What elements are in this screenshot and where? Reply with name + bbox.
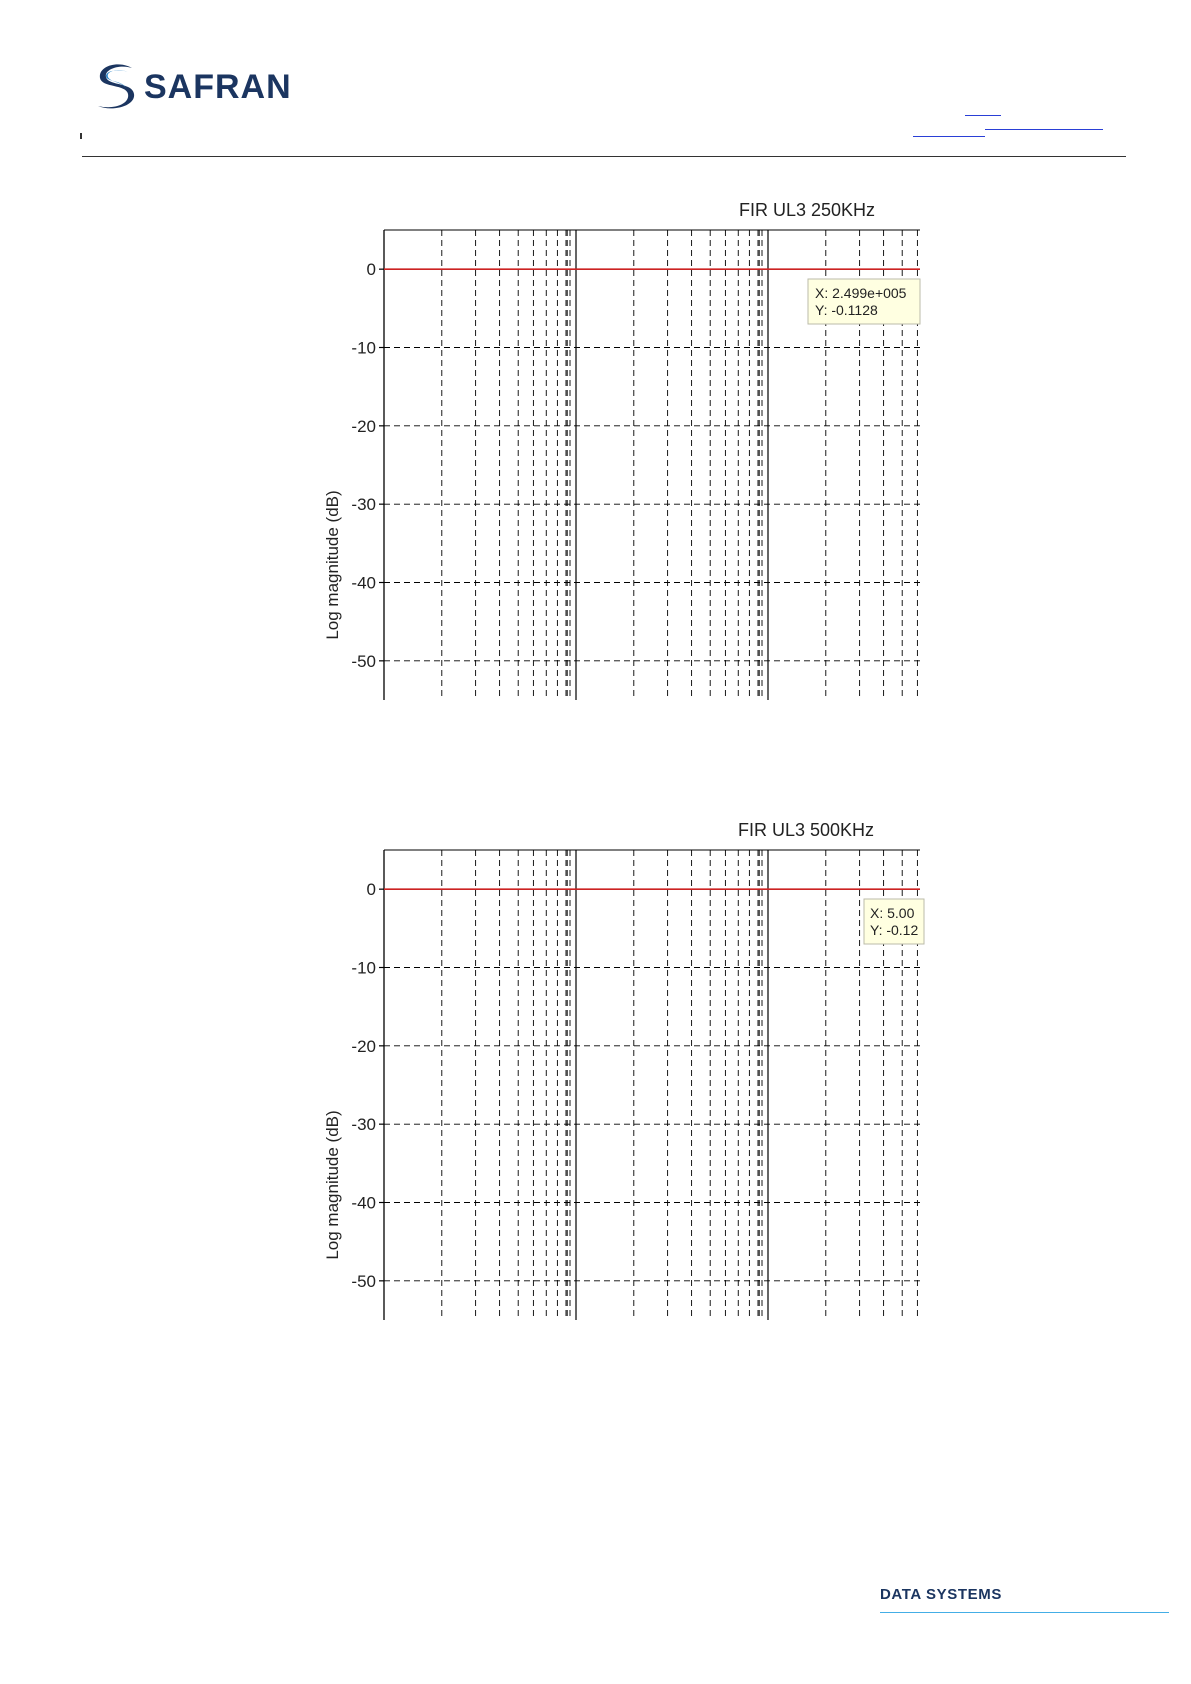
datatip[interactable]	[864, 899, 924, 944]
datatip-x: X: 2.499e+005	[815, 285, 907, 301]
y-axis-label: Log magnitude (dB)	[323, 490, 342, 640]
y-tick-label: -40	[351, 1193, 376, 1213]
datatip-y: Y: -0.12	[870, 922, 919, 938]
chart-fir-ul3-500khz	[0, 810, 1191, 1330]
datatip-x: X: 5.00	[870, 905, 915, 921]
footer-rule	[880, 1612, 1169, 1613]
y-tick-label: -20	[351, 416, 376, 436]
y-tick-label: -50	[351, 1271, 376, 1291]
y-tick-label: 0	[366, 260, 376, 280]
y-tick-label: 0	[366, 880, 376, 900]
header-link-3[interactable]	[913, 136, 985, 137]
header-link-2[interactable]	[985, 129, 1103, 130]
footer-label: DATA SYSTEMS	[880, 1586, 1002, 1603]
y-axis-label: Log magnitude (dB)	[323, 1110, 342, 1260]
safran-swoosh-icon	[92, 62, 138, 112]
y-tick-label: -50	[351, 651, 376, 671]
datatip[interactable]	[808, 279, 920, 324]
y-tick-label: -30	[351, 495, 376, 515]
chart-title: FIR UL3 250KHz	[738, 200, 876, 220]
chart-fir-ul3-250khz	[0, 190, 1191, 710]
y-tick-label: -20	[351, 1036, 376, 1056]
y-tick-label: -10	[351, 958, 376, 978]
chart-title: FIR UL3 500KHz	[737, 820, 875, 840]
y-tick-label: -30	[351, 1115, 376, 1135]
y-tick-label: -10	[351, 338, 376, 358]
datatip-y: Y: -0.1128	[815, 302, 878, 318]
header-mark	[80, 133, 82, 139]
y-tick-label: -40	[351, 573, 376, 593]
header-rule	[82, 156, 1126, 157]
brand-name: SAFRAN	[144, 67, 292, 106]
safran-logo	[92, 62, 292, 112]
header-link-1[interactable]	[965, 115, 1001, 116]
